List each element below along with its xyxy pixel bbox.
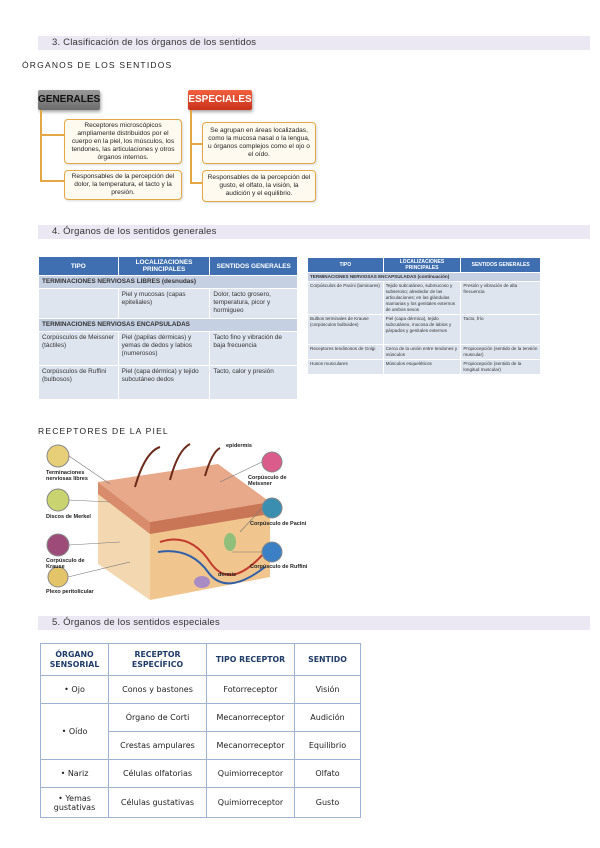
table-cell: Tacto, frío [461,315,541,345]
table-row [41,676,361,704]
special-senses-table [40,643,361,818]
table-header-row [308,258,541,273]
meissner-label: Corpúsculo de Meissner [248,475,287,487]
table-row [39,332,298,366]
table-cell: Piel (capa dérmica) y tejido subcutáneo dedos [118,366,210,400]
table-row [39,366,298,400]
table-cell: Dolor, tacto grosero, temperatura, picor y hormigueo [210,289,298,319]
table-cell: Receptores tendinosos de Golgi [308,345,384,360]
table-cell: Células gustativas [109,788,207,818]
generales-tag: GENERALES [38,90,100,110]
ruffini-label: Corpúsculo de Ruffini [250,564,308,570]
table-cell: • Nariz [41,760,109,788]
organos-heading: ÓRGANOS DE LOS SENTIDOS [22,60,173,70]
table-cell: Propiocepción (sentido de la longitud muscular) [461,360,541,375]
table-cell: Fotorreceptor [207,676,295,704]
group-row: TERMINACIONES NERVIOSAS ENCAPSULADAS [39,319,298,332]
table-cell: • Oído [41,704,109,760]
column-header: SENTIDO [295,644,361,676]
column-header: RECEPTOR ESPECÍFICO [109,644,207,676]
table-cell: Corpúsculos de Ruffini (bulbosos) [39,366,119,400]
table-cell: Quimiorreceptor [207,760,295,788]
table-header-row [39,257,298,276]
table-cell: Piel (papilas dérmicas) y yemas de dedos y labios (numerosos) [118,332,210,366]
dermis-label: dermis [218,572,237,578]
column-header: ÓRGANO SENSORIAL [41,644,109,676]
column-header: LOCALIZACIONES PRINCIPALES [118,257,210,276]
table-cell: Mecanorreceptor [207,732,295,760]
table-cell: Conos y bastones [109,676,207,704]
table-cell: Equilibrio [295,732,361,760]
general-senses-table-a [38,256,298,400]
generales-description-box: Receptores microscópicos ampliamente distribuidos por el cuerpo en la piel, los músculos, los tendones, las articulaciones y otros órganos internos. [64,119,182,164]
table-cell: Olfato [295,760,361,788]
table-row [308,345,541,360]
generales-function-box: Responsables de la percepción del dolor, la temperatura, el tacto y la presión. [64,170,182,200]
table-cell: Órgano de Corti [109,704,207,732]
especiales-tag: ESPECIALES [188,90,252,110]
table-cell: Crestas ampulares [109,732,207,760]
table-row [308,282,541,315]
table-row [308,360,541,375]
column-header: TIPO [308,258,384,273]
plexo-label: Plexo peritolicular [46,589,94,595]
section-3-heading: 3. Clasificación de los órganos de los sentidos [38,36,590,50]
table-cell [39,289,119,319]
generales-connector [40,110,42,180]
table-row [39,289,298,319]
skin-receptors-illustration [40,442,310,610]
table-row [41,760,361,788]
pacini-label: Corpúsculo de Pacini [250,521,307,527]
especiales-connector-a [190,143,202,145]
column-header: TIPO [39,257,119,276]
table-header-row [41,644,361,676]
merkel-label: Discos de Merkel [46,514,91,520]
section-4-heading: 4. Órganos de los sentidos generales [38,225,590,239]
table-cell: Tacto fino y vibración de baja frecuencia [210,332,298,366]
section-5-heading: 5. Órganos de los sentidos especiales [38,616,590,630]
table-row [308,315,541,345]
receptores-heading: RECEPTORES DE LA PIEL [38,426,169,436]
group-row: TERMINACIONES NERVIOSAS ENCAPSULADAS (continuación) [308,273,541,282]
table-cell: Tacto, calor y presión [210,366,298,400]
table-cell: Gusto [295,788,361,818]
table-cell: Cerca de la unión entre tendones y músculos [383,345,461,360]
especiales-connector-b [190,182,202,184]
generales-connector-b [40,180,64,182]
general-senses-table-b [307,257,541,375]
table-cell: Audición [295,704,361,732]
column-header: LOCALIZACIONES PRINCIPALES [383,258,461,273]
epidermis-label: epidermis [226,443,252,449]
generales-connector-a [40,134,64,136]
table-cell: Visión [295,676,361,704]
table-cell: Piel y mucosas (capas epiteliales) [118,289,210,319]
table-cell: Corpúsculos de Meissner (táctiles) [39,332,119,366]
column-header: TIPO RECEPTOR [207,644,295,676]
table-cell: Quimiorreceptor [207,788,295,818]
libres-label: Terminaciones nerviosas libres [46,470,88,482]
table-row [41,704,361,732]
column-header: SENTIDOS GENERALES [210,257,298,276]
table-row [41,788,361,818]
column-header: SENTIDOS GENERALES [461,258,541,273]
table-cell: Presión y vibración de alta frecuencia [461,282,541,315]
table-cell: Células olfatorias [109,760,207,788]
especiales-connector [190,110,192,182]
especiales-function-box: Responsables de la percepción del gusto, el olfato, la visión, la audición y el equilibrio. [202,170,316,202]
table-cell: • Ojo [41,676,109,704]
table-cell: Músculos esqueléticos [383,360,461,375]
group-row: TERMINACIONES NERVIOSAS LIBRES (desnudas) [39,276,298,289]
table-cell: • Yemas gustativas [41,788,109,818]
krause-label: Corpúsculo de Krause [46,558,85,570]
table-cell: Husos musculares [308,360,384,375]
table-cell: Tejido subcutáneo, submucoso y subseroso; alrededor de las articulaciones; en las glándulas mamarias y los genitales externos de ambos sexos [383,282,461,315]
table-cell: Corpúsculos de Pacini (laminares) [308,282,384,315]
table-cell: Propiocepción (sentido de la tensión muscular) [461,345,541,360]
table-cell: Piel (capa dérmica), tejido subcutáneo, mucosa de labios y párpados y genitales externos [383,315,461,345]
table-cell: Bulbos terminales de Krause (corpúsculos bulboides) [308,315,384,345]
especiales-description-box: Se agrupan en áreas localizadas, como la mucosa nasal o la lengua, u órganos complejos como el ojo o el oído. [202,122,316,164]
table-cell: Mecanorreceptor [207,704,295,732]
